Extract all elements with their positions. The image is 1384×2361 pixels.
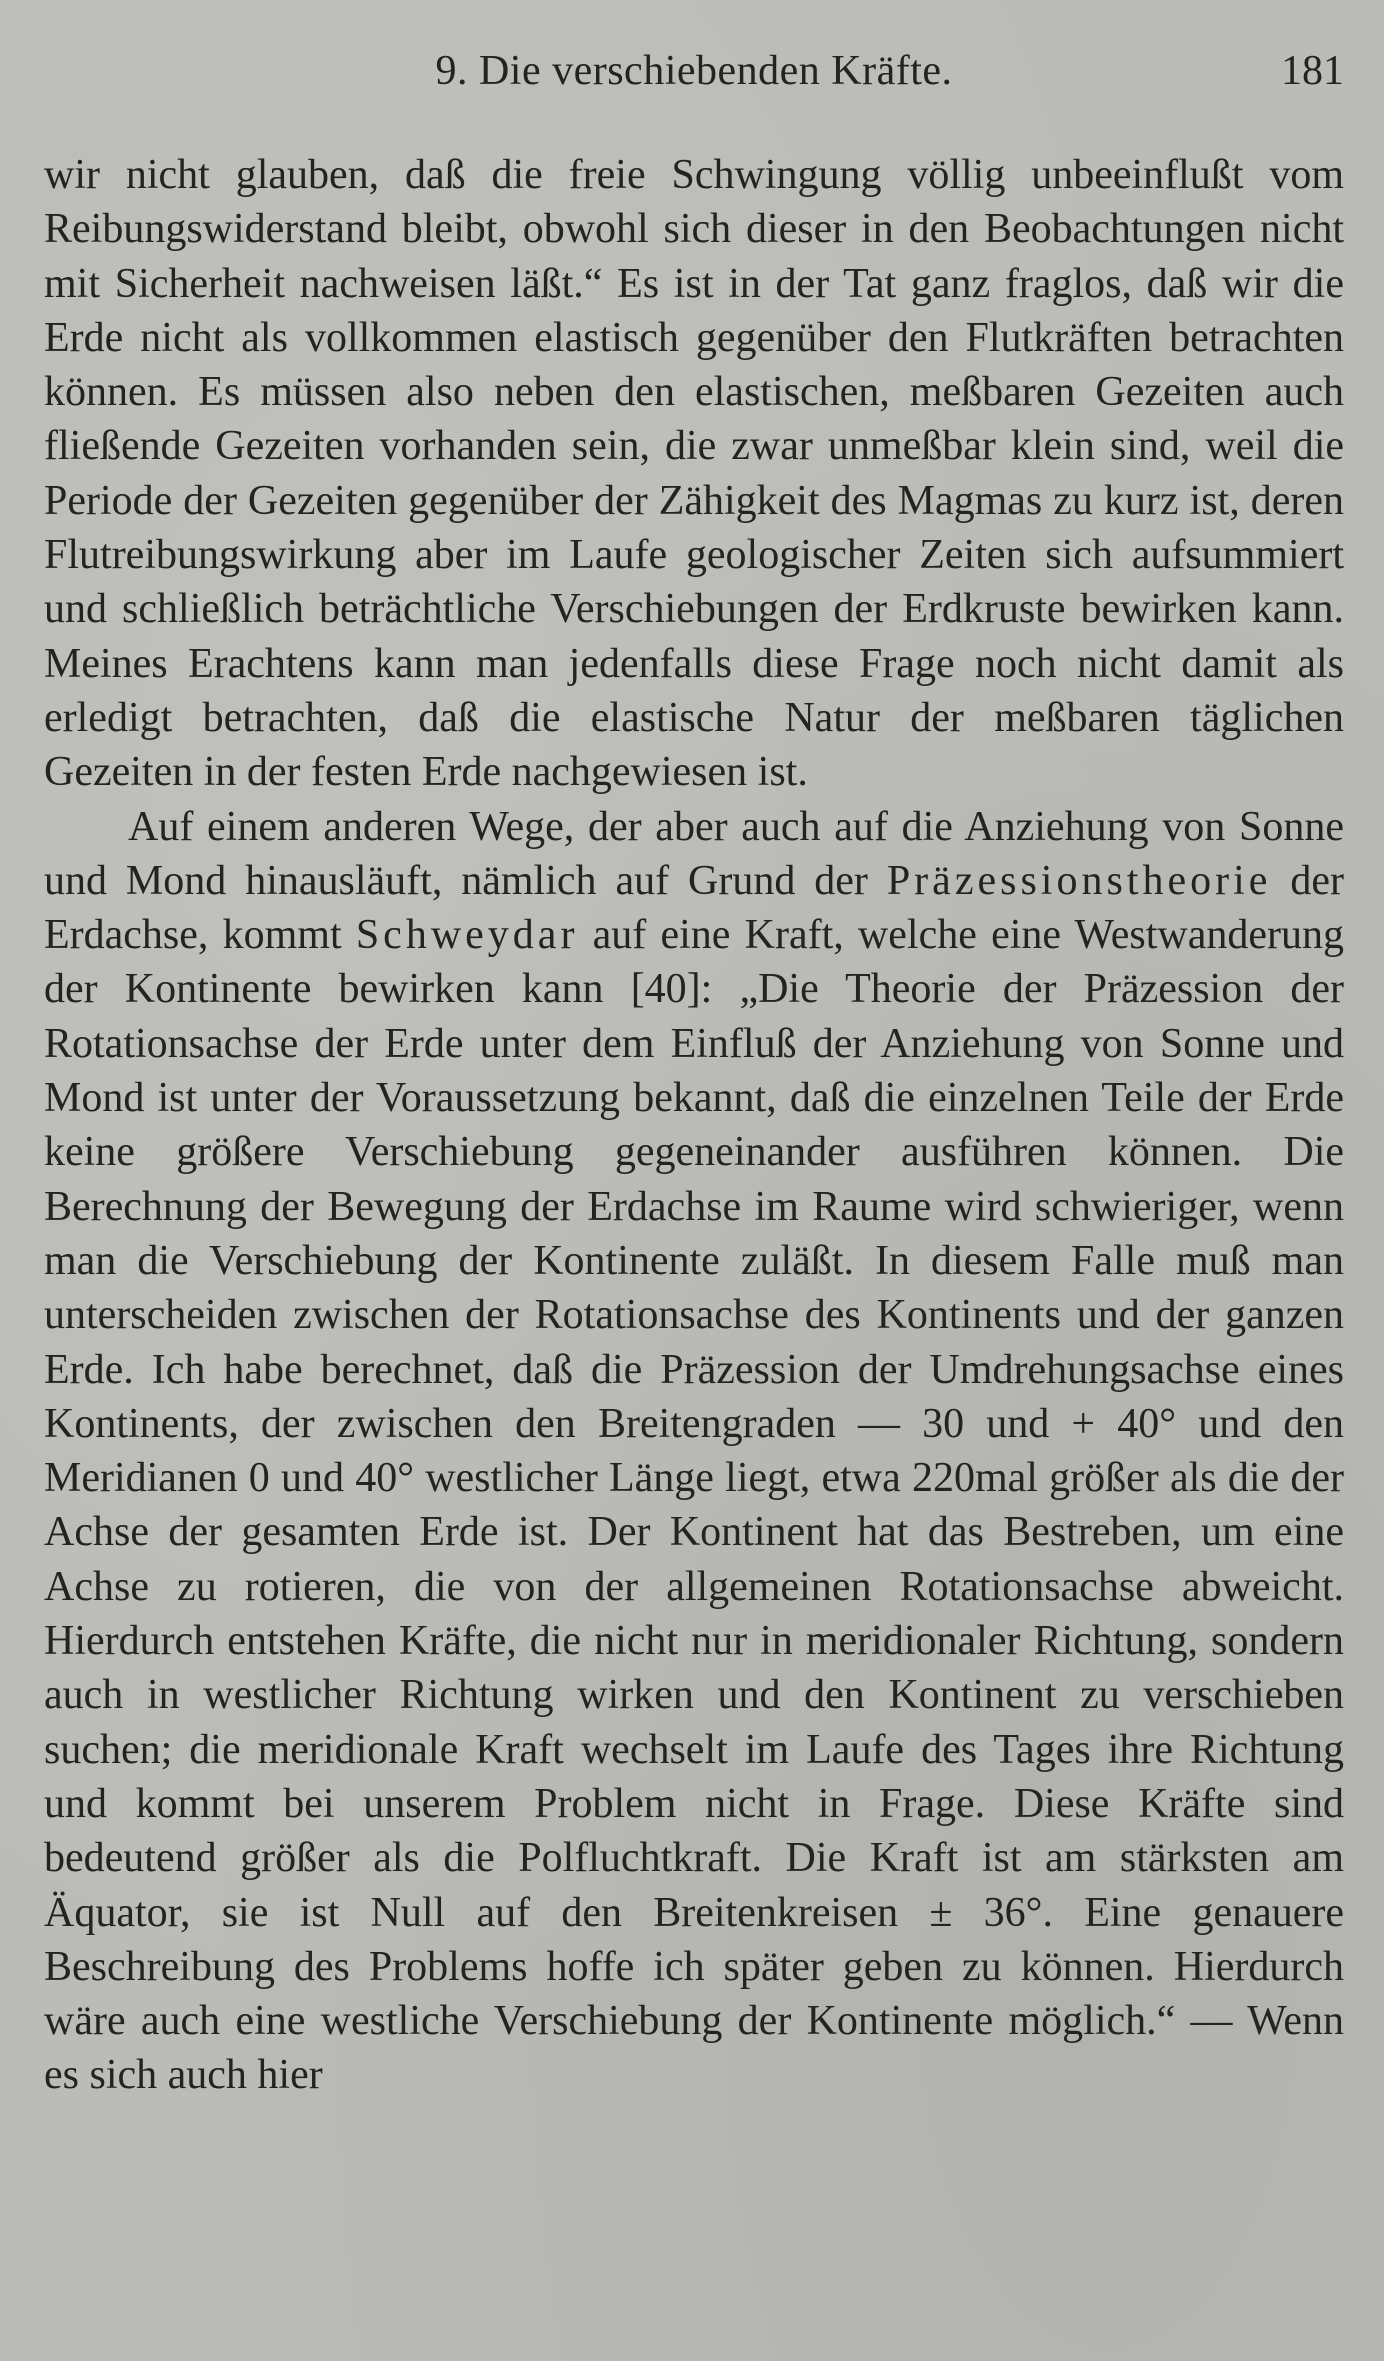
running-title: 9. Die verschiebenden Kräfte.: [435, 48, 953, 94]
paragraph-2: [44, 800, 1344, 2103]
author-name-schweydar: Schweydar: [355, 912, 579, 959]
paragraph-2-text-c: auf eine Kraft, welche eine Westwanderung der Kontinente bewirken kann [40]: „Die Theorie der Präzession der Rotationsachse der Erde unter dem Einfluß der Anziehung von Sonne und Mond ist unter der Voraussetzung bekannt, daß die einzelnen Teile der Erde keine größere Verschiebung gegeneinander ausführen können. Die Berechnung der Bewegung der Erdachse im Raume wird schwieriger, wenn man die Verschiebung der Kontinente zuläßt. In diesem Falle muß man unterscheiden zwischen der Rotationsachse des Kontinents und der ganzen Erde. Ich habe berechnet, daß die Präzession der Umdrehungsachse eines Kontinents, der zwischen den Breitengraden — 30 und + 40° und den Meridianen 0 und 40° westlicher Länge liegt, etwa 220mal größer als die der Achse der gesamten Erde ist. Der Kontinent hat das Bestreben, um eine Achse zu rotieren, die von der allgemeinen Rotationsachse abweicht. Hierdurch entstehen Kräfte, die nicht nur in meridionaler Richtung, sondern auch in westlicher Richtung wirken und den Kontinent zu verschieben suchen; die meridionale Kraft wechselt im Laufe des Tages ihre Richtung und kommt bei unserem Problem nicht in Frage. Diese Kräfte sind bedeutend größer als die Polfluchtkraft. Die Kraft ist am stärksten am Äquator, sie ist Null auf den Breitenkreisen ± 36°. Eine genauere Beschreibung des Problems hoffe ich später geben zu können. Hierdurch wäre auch eine westliche Verschiebung der Kontinente möglich.“ — Wenn es sich auch hier: [44, 912, 1344, 2099]
running-head: [44, 36, 1344, 106]
paragraph-2-text-b: der Erdachse, kommt: [44, 857, 1344, 959]
page-number: 181: [1281, 48, 1344, 94]
paragraph-2-text-a: Auf einem anderen Wege, der aber auch auf die Anziehung von Sonne und Mond hinausläuft, nämlich auf Grund der: [44, 803, 1344, 904]
emphasis-praezessionstheorie: Präzessionstheorie: [886, 857, 1272, 904]
paragraph-1: wir nicht glauben, daß die freie Schwingung völlig unbeeinflußt vom Reibungswiderstand bleibt, obwohl sich dieser in den Beobachtungen nicht mit Sicherheit nachweisen läßt.“ Es ist in der Tat ganz fraglos, daß wir die Erde nicht als vollkommen elastisch gegenüber den Flutkräften betrachten können. Es müssen also neben den elastischen, meßbaren Gezeiten auch fließende Gezeiten vorhanden sein, die zwar unmeßbar klein sind, weil die Periode der Gezeiten gegenüber der Zähigkeit des Magmas zu kurz ist, deren Flutreibungswirkung aber im Laufe geologischer Zeiten sich aufsummiert und schließlich beträchtliche Verschiebungen der Erdkruste bewirken kann. Meines Erachtens kann man jedenfalls diese Frage noch nicht damit als erledigt betrachten, daß die elastische Natur der meßbaren täglichen Gezeiten in der festen Erde nachgewiesen ist.: [44, 152, 1344, 796]
body-text: [44, 148, 1344, 2103]
